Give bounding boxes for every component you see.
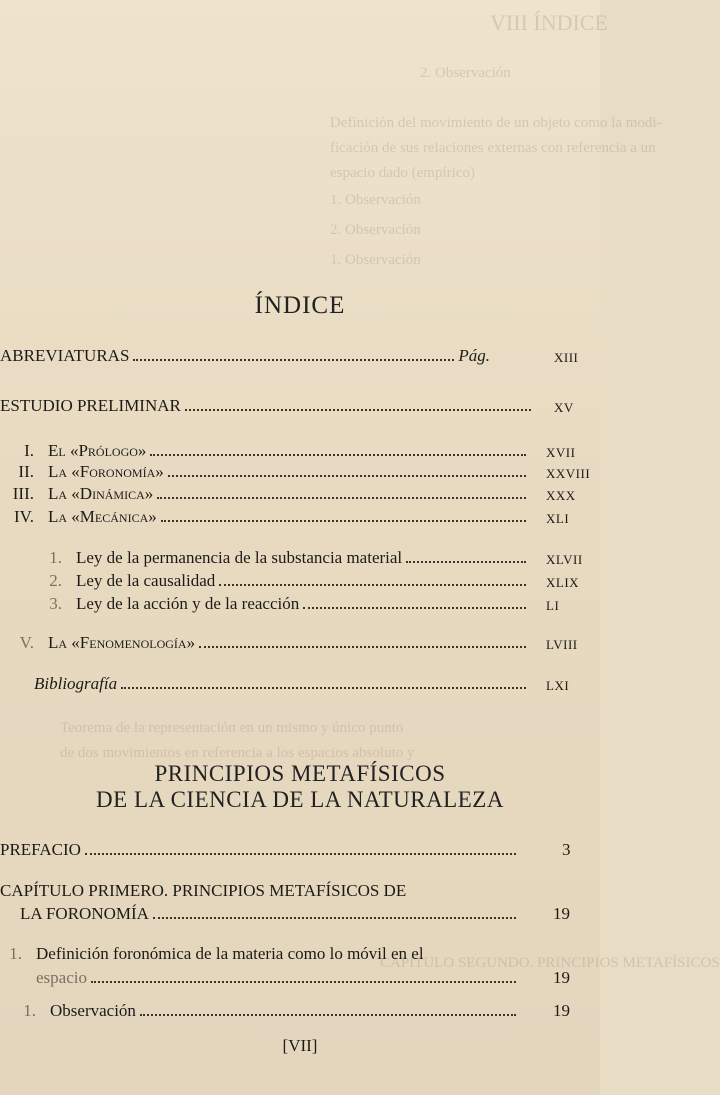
toc-definition-1[interactable] bbox=[36, 968, 520, 988]
toc-entry-label: Bibliografía bbox=[34, 674, 118, 693]
show-through-text: ficación de sus relaciones externas con referencia a un bbox=[330, 140, 656, 156]
section-number: I. bbox=[24, 441, 34, 460]
subsection-number: 3. bbox=[49, 594, 62, 613]
section-number: V. bbox=[19, 633, 34, 652]
observation-number: 1. bbox=[23, 1001, 36, 1020]
toc-chapter-1[interactable] bbox=[20, 904, 520, 924]
toc-entry-label: Ley de la acción y de la reacción bbox=[76, 594, 300, 613]
leader-dots bbox=[185, 409, 531, 411]
show-through-text: Definición del movimiento de un objeto como la modi- bbox=[330, 115, 662, 131]
leader-dots bbox=[406, 561, 526, 563]
leader-dots bbox=[85, 853, 516, 855]
toc-entry-label: El «Prólogo» bbox=[48, 441, 147, 460]
toc-entry-label: La «Foronomía» bbox=[48, 462, 164, 481]
toc-page-number: 19 bbox=[553, 968, 570, 987]
toc-entry-label: Ley de la permanencia de la substancia material bbox=[76, 548, 403, 567]
toc-page-number: XVII bbox=[546, 445, 576, 460]
show-through-text: de dos movimientos en referencia a los espacios absoluto y bbox=[60, 745, 415, 761]
toc-entry-bibliography[interactable] bbox=[34, 674, 530, 694]
toc-page-number: XXX bbox=[546, 488, 576, 503]
leader-dots bbox=[199, 646, 526, 648]
show-through-text: VIII ÍNDICE bbox=[490, 10, 608, 35]
section-number: II. bbox=[18, 462, 34, 481]
toc-subsection-1[interactable] bbox=[40, 548, 530, 568]
toc-page-number: XLIX bbox=[546, 575, 580, 590]
toc-definition-1-line-1[interactable] bbox=[0, 944, 424, 964]
show-through-text: 1. Observación bbox=[330, 252, 421, 268]
toc-entry-label: Ley de la causalidad bbox=[76, 571, 216, 590]
toc-entry-label: La «Dinámica» bbox=[48, 484, 154, 503]
toc-section-2[interactable] bbox=[0, 462, 530, 482]
toc-entry-label: espacio bbox=[36, 968, 87, 987]
leader-dots bbox=[133, 359, 454, 361]
toc-entry-label: LA FORONOMÍA bbox=[20, 904, 149, 923]
toc-page-number: XXVIII bbox=[546, 466, 591, 481]
section-number: III. bbox=[12, 484, 34, 503]
leader-dots bbox=[303, 607, 526, 609]
toc-page-number: XLVII bbox=[546, 552, 583, 567]
toc-entry-label: Observación bbox=[50, 1001, 136, 1020]
leader-dots bbox=[161, 520, 526, 522]
toc-section-1[interactable] bbox=[0, 441, 530, 461]
leader-dots bbox=[219, 584, 526, 586]
subsection-number: 1. bbox=[49, 548, 62, 567]
subsection-number: 2. bbox=[49, 571, 62, 590]
page-footer-number: [VII] bbox=[282, 1036, 318, 1055]
show-through-text: 2. Observación bbox=[420, 65, 511, 81]
toc-page-number: 3 bbox=[562, 840, 571, 859]
part-title-line-2: DE LA CIENCIA DE LA NATURALEZA bbox=[96, 787, 504, 812]
show-through-text: 1. Observación bbox=[330, 192, 421, 208]
toc-chapter-1-line-1[interactable]: CAPÍTULO PRIMERO. PRINCIPIOS METAFÍSICOS DE bbox=[0, 881, 407, 900]
toc-page-number: LI bbox=[546, 598, 560, 613]
toc-entry-abbreviations[interactable] bbox=[0, 346, 500, 366]
toc-entry-label: ABREVIATURAS bbox=[0, 346, 130, 365]
toc-entry-label: ESTUDIO PRELIMINAR bbox=[0, 396, 181, 415]
show-through-text: 2. Observación bbox=[330, 222, 421, 238]
toc-page-number: 19 bbox=[553, 904, 570, 923]
toc-section-3[interactable] bbox=[0, 484, 530, 504]
toc-page-number: XIII bbox=[554, 350, 579, 365]
toc-observation-1[interactable] bbox=[0, 1001, 520, 1021]
toc-subsection-3[interactable] bbox=[40, 594, 530, 614]
leader-dots bbox=[91, 981, 516, 983]
toc-entry-label: La «Fenomenología» bbox=[48, 633, 196, 652]
part-title-line-1: PRINCIPIOS METAFÍSICOS bbox=[154, 761, 446, 786]
pag-label: Pág. bbox=[458, 346, 490, 365]
toc-page-number: XLI bbox=[546, 511, 570, 526]
leader-dots bbox=[150, 454, 526, 456]
leader-dots bbox=[157, 497, 526, 499]
toc-entry-preliminary[interactable] bbox=[0, 396, 535, 416]
leader-dots bbox=[168, 475, 526, 477]
toc-entry-label: PREFACIO bbox=[0, 840, 81, 859]
toc-page-number: LXI bbox=[546, 678, 570, 693]
show-through-text: espacio dado (empírico) bbox=[330, 165, 475, 181]
toc-section-4[interactable] bbox=[0, 507, 530, 527]
toc-section-5[interactable] bbox=[0, 633, 530, 653]
toc-entry-label: Definición foronómica de la materia como lo móvil en el bbox=[36, 944, 424, 963]
leader-dots bbox=[153, 917, 516, 919]
toc-page-number: 19 bbox=[553, 1001, 570, 1020]
definition-number: 1. bbox=[9, 944, 22, 963]
leader-dots bbox=[140, 1014, 516, 1016]
leader-dots bbox=[121, 687, 526, 689]
section-number: IV. bbox=[14, 507, 34, 526]
show-through-text: Teorema de la representación en un mismo y único punto bbox=[60, 720, 404, 736]
toc-entry-prefacio[interactable] bbox=[0, 840, 520, 860]
toc-page-number: LVIII bbox=[546, 637, 578, 652]
toc-subsection-2[interactable] bbox=[40, 571, 530, 591]
show-through-text: CAPÍTULO SEGUNDO. PRINCIPIOS METAFÍSICOS bbox=[380, 955, 720, 971]
toc-entry-label: La «Mecánica» bbox=[48, 507, 157, 526]
toc-page-number: XV bbox=[554, 400, 574, 415]
page-title: ÍNDICE bbox=[254, 292, 346, 319]
